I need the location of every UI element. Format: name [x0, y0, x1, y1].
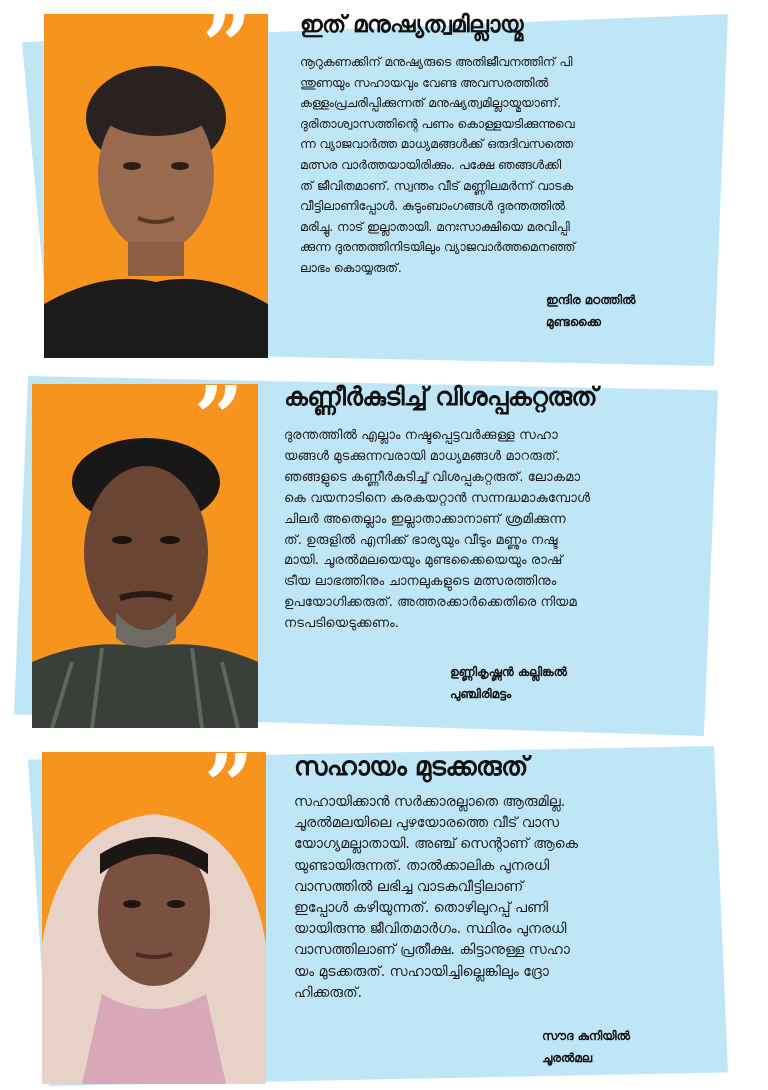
profile-section-3 [0, 738, 768, 1090]
body-line: ക്കുന്ന ദുരന്തത്തിനിടയിലും വ്യാജവാർത്തമെനഞ്ഞ് [300, 240, 576, 255]
portrait-photo [42, 784, 266, 1084]
body-line: ന്തുണയും സഹായവും വേണ്ട അവസരത്തിൽ [300, 75, 549, 90]
body-line: ദുരന്തത്തിൽ എല്ലാം നഷ്ടപ്പെട്ടവർക്കുള്ള സഹാ [284, 428, 558, 443]
byline-place: പുഞ്ചിരിമട്ടം [450, 687, 512, 701]
body-line: നടപടിയെടുക്കണം. [284, 616, 399, 632]
body-line: കള്ളംപ്രചരിപ്പിക്കുന്നത് മനുഷ്യത്വമില്ലായ്മയാണ്. [300, 96, 562, 111]
byline-name: ഇന്ദിര മഠത്തിൽ [546, 293, 636, 307]
body-line: ചിലർ അതെല്ലാം ഇല്ലാതാക്കാനാണ് ശ്രമിക്കുന്ന [284, 511, 566, 527]
body-line: സഹായിക്കാൻ സർക്കാരല്ലാതെ ആരുമില്ല. [294, 794, 566, 810]
portrait-photo [32, 412, 258, 728]
body-line: മരിച്ചു. നാട് ഇല്ലാതായി. മനഃസാക്ഷിയെ മരവിപ്പി [300, 219, 570, 234]
body-line: ത് ജീവിതമാണ്. സ്വന്തം വീട് മണ്ണിലമർന്ന് വാടക [300, 178, 574, 193]
byline-name: ഉണ്ണികൃഷ്ണൻ കല്ലിങ്കൽ [450, 665, 567, 679]
body-line: മത്സര വാർത്തയായിരിക്കും. പക്ഷേ ഞങ്ങൾക്കി [300, 157, 562, 172]
body-line: ഉപയോഗിക്കരുത്. അത്തരക്കാർക്കെതിരെ നിയമ [284, 595, 577, 611]
body-line: ഇപ്പോൾ കഴിയുന്നത്. തൊഴിലുറപ്പ് പണി [294, 900, 549, 917]
profile-section-2 [0, 370, 768, 738]
headline: സഹായം മുടക്കരുത് [294, 752, 528, 782]
body-line: വാസത്തിൽ ലഭിച്ച വാടകവീട്ടിലാണ് [294, 878, 524, 895]
profile-section-1 [0, 0, 768, 370]
body-line: വീട്ടിലാണിപ്പോൾ. കുടുംബാംഗങ്ങൾ ദുരന്തത്തിൽ [300, 199, 565, 214]
body-line: ചൂരൽമലയിലെ പുഴയോരത്തെ വീട് വാസ [294, 815, 560, 832]
body-line: യങ്ങൾ മുടക്കുന്നവരായി മാധ്യമങ്ങൾ മാറരുത്. [284, 448, 561, 464]
body-text [300, 52, 575, 279]
portrait-photo [44, 46, 268, 358]
body-line: യോഗ്യമല്ലാതായി. അഞ്ച് സെന്റാണ് ആകെ [294, 836, 578, 853]
byline-name: സൗദ കുനിയിൽ [542, 1029, 630, 1043]
body-line: ട്രീയ ലാഭത്തിനും ചാനലുകളുടെ മത്സരത്തിനും [284, 574, 557, 590]
body-line: മായി. ചൂരൽമലയെയും മുണ്ടക്കൈയെയും രാഷ് [284, 553, 563, 569]
headline: കണ്ണീർകുടിച്ച് വിശപ്പകറ്റരുത് [284, 382, 598, 411]
body-line: വാസത്തിലാണ് പ്രതീക്ഷ. കിട്ടാനുള്ള സഹാ [294, 942, 570, 959]
body-line: ദുരിതാശ്വാസത്തിന്റെ പണം കൊള്ളയടിക്കുന്നുവെ [300, 116, 575, 131]
body-line: ഞങ്ങളുടെ കണ്ണീർകുടിച്ച് വിശപ്പകറ്റരുത്. ലോകമാ [284, 469, 581, 485]
body-line: യുണ്ടായിരുന്നത്. താൽക്കാലിക പുനരധി [294, 857, 550, 874]
body-line: നൂറുകണക്കിന് മനുഷ്യരുടെ അതിജീവനത്തിന് പി [300, 55, 573, 69]
headline: ഇത് മനുഷ്യത്വമില്ലായ്മ [300, 12, 523, 38]
body-line: യം മുടക്കരുത്. സഹായിച്ചില്ലെങ്കിലും ദ്രോ [294, 963, 549, 980]
byline-place: മുണ്ടക്കൈ [546, 315, 601, 329]
body-text [294, 792, 578, 1004]
body-line: ലാഭം കൊയ്യരുത്. [300, 260, 402, 275]
body-line: ത്. ഉരുളിൽ എനിക്ക് ഭാര്യയും വീടും മണ്ണും നഷ്ട [284, 532, 558, 548]
byline-place: ചൂരൽമല [542, 1051, 593, 1065]
body-line: ന്ന വ്യാജവാർത്ത മാധ്യമങ്ങൾക്ക് ഒരുദിവസത്തെ [300, 137, 573, 152]
body-line: ഹിക്കരുത്. [294, 984, 363, 1001]
body-text [284, 426, 590, 635]
body-line: കെ വയനാടിനെ കരകയറ്റാൻ സന്നദ്ധമാകുമ്പോൾ [284, 490, 591, 506]
body-line: യായിരുന്നു ജീവിതമാർഗം. സ്ഥിരം പുനരധി [294, 921, 567, 938]
